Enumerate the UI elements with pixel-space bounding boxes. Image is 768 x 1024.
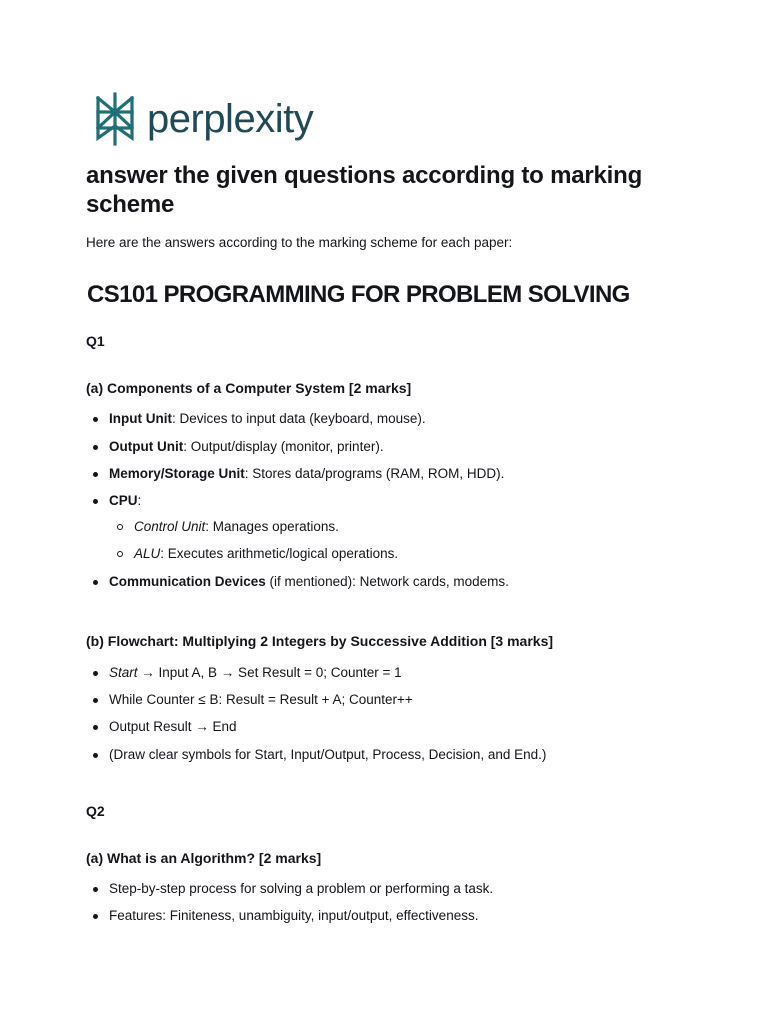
item-text: Features: Finiteness, unambiguity, input/output, effectiveness. bbox=[109, 908, 479, 923]
term: ALU bbox=[134, 546, 161, 561]
item-text: Output Result → End bbox=[109, 719, 237, 734]
list-item bbox=[86, 664, 402, 682]
query-title: answer the given questions according to marking scheme bbox=[86, 162, 643, 218]
list-item bbox=[86, 492, 399, 561]
term: CPU bbox=[109, 493, 138, 508]
term: Communication Devices bbox=[109, 574, 266, 589]
list-item bbox=[86, 573, 509, 591]
brand-name: perplexity bbox=[147, 97, 314, 141]
sublist-item bbox=[109, 545, 398, 563]
item-text: (Draw clear symbols for Start, Input/Output, Process, Decision, and End.) bbox=[109, 747, 547, 762]
list-item bbox=[86, 465, 504, 483]
item-text: While Counter ≤ B: Result = Result + A; Counter++ bbox=[109, 692, 413, 707]
q2a-heading: (a) What is an Algorithm? [2 marks] bbox=[86, 850, 322, 866]
q1b-heading: (b) Flowchart: Multiplying 2 Integers by Successive Addition [3 marks] bbox=[86, 633, 554, 649]
list-item bbox=[86, 691, 413, 709]
course-title: CS101 PROGRAMMING FOR PROBLEM SOLVING bbox=[87, 281, 630, 308]
question-label-q2: Q2 bbox=[86, 803, 105, 819]
item-text: : Output/display (monitor, printer). bbox=[183, 439, 384, 454]
item-text: Step-by-step process for solving a problem or performing a task. bbox=[109, 881, 494, 896]
term: Memory/Storage Unit bbox=[109, 466, 245, 481]
intro-text: Here are the answers according to the marking scheme for each paper: bbox=[86, 235, 513, 250]
item-text: : bbox=[137, 493, 142, 508]
list-item bbox=[86, 746, 546, 764]
term: Control Unit bbox=[134, 519, 206, 534]
sublist-item bbox=[109, 518, 339, 536]
brand-logo bbox=[93, 92, 313, 146]
question-label-q1: Q1 bbox=[86, 333, 105, 349]
perplexity-logo-icon bbox=[93, 92, 137, 146]
q1a-heading: (a) Components of a Computer System [2 marks] bbox=[86, 380, 412, 396]
list-item bbox=[86, 410, 426, 428]
item-text: (if mentioned): Network cards, modems. bbox=[265, 574, 509, 589]
item-text: : Devices to input data (keyboard, mouse). bbox=[171, 411, 426, 426]
item-text: : Executes arithmetic/logical operations. bbox=[160, 546, 399, 561]
item-text: : Manages operations. bbox=[205, 519, 339, 534]
list-item bbox=[86, 880, 493, 898]
list-item bbox=[86, 718, 237, 736]
list-item bbox=[86, 438, 384, 456]
term: Output Unit bbox=[109, 439, 184, 454]
list-item bbox=[86, 907, 478, 925]
item-text: → Input A, B → Set Result = 0; Counter = 1 bbox=[137, 665, 402, 680]
term: Input Unit bbox=[109, 411, 172, 426]
item-text: : Stores data/programs (RAM, ROM, HDD). bbox=[244, 466, 505, 481]
term: Start bbox=[109, 665, 138, 680]
